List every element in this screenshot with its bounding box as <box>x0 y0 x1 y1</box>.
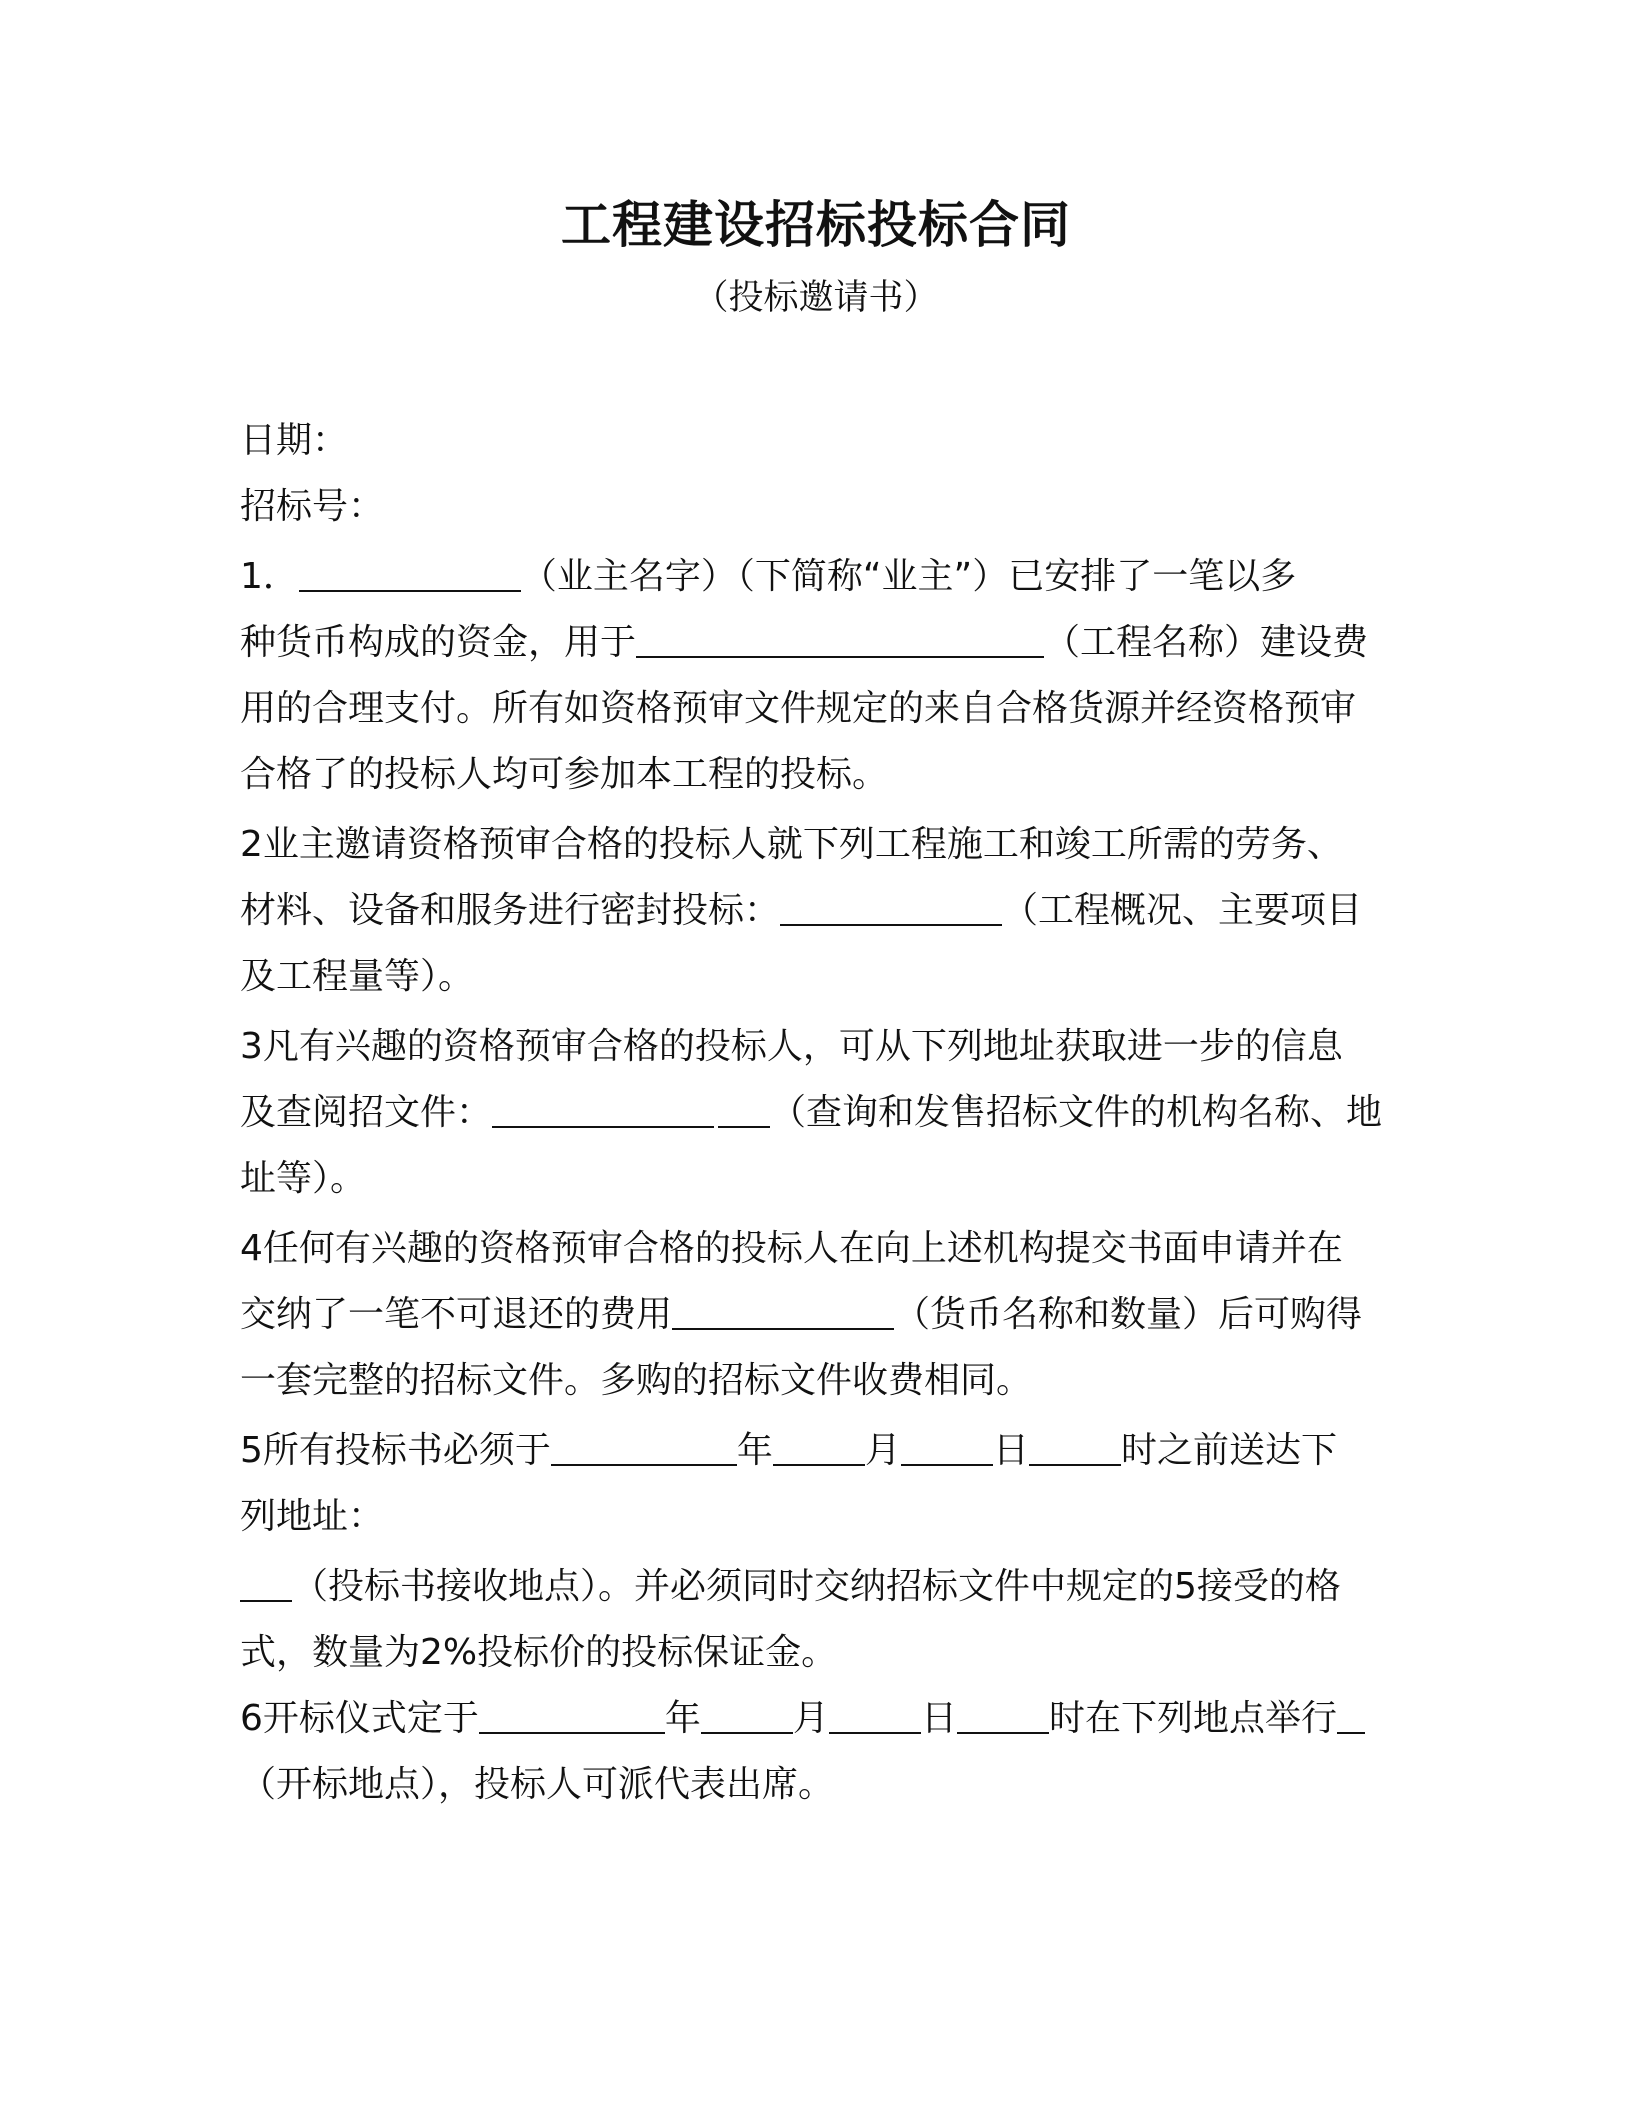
text: 址等）。 <box>240 1158 367 1199</box>
text: （业主名字）（下简称“业主”）已安排了一笔以多 <box>520 556 1297 597</box>
paragraph-1-line-1 <box>240 544 1380 610</box>
text: 种货币构成的资金，用于 <box>240 622 637 663</box>
paragraph-2-line-3 <box>240 944 1380 1010</box>
date-label: 日期： <box>240 420 349 461</box>
text: 月 <box>792 1698 829 1739</box>
text: 2业主邀请资格预审合格的投标人就下列工程施工和竣工所需的劳务、 <box>240 824 1343 865</box>
text: 1． <box>240 556 299 597</box>
paragraph-1-line-4 <box>240 742 1380 808</box>
paragraph-2-line-2 <box>240 878 1380 944</box>
paragraph-1-line-2 <box>240 610 1380 676</box>
opening-month-blank <box>701 1696 793 1734</box>
fee-blank <box>672 1292 894 1330</box>
text: 年 <box>664 1698 701 1739</box>
owner-name-blank <box>299 554 521 592</box>
paragraph-3-line-3 <box>240 1146 1380 1212</box>
text: 年 <box>736 1430 773 1471</box>
paragraph-4-line-1 <box>240 1216 1380 1282</box>
text: （货币名称和数量）后可购得 <box>894 1294 1363 1335</box>
text: 5所有投标书必须于 <box>240 1430 551 1471</box>
text: 材料、设备和服务进行密封投标： <box>240 890 781 931</box>
text: 及查阅招文件： <box>240 1092 493 1133</box>
project-overview-blank <box>780 888 1002 926</box>
text: 用的合理支付。所有如资格预审文件规定的来自合格货源并经资格预审 <box>240 688 1357 729</box>
text: （工程概况、主要项目 <box>1002 890 1363 931</box>
tender-no-line <box>240 474 1380 540</box>
paragraph-5-line-1 <box>240 1418 1380 1484</box>
inquiry-address-blank-2 <box>718 1090 770 1128</box>
submission-hour-blank <box>1029 1428 1121 1466</box>
text: 式，数量为2%投标价的投标保证金。 <box>240 1632 838 1673</box>
paragraph-6-line-1 <box>240 1686 1380 1752</box>
text: 时之前送达下 <box>1120 1430 1337 1471</box>
paragraph-5-line-2 <box>240 1484 1380 1550</box>
text: 6开标仪式定于 <box>240 1698 479 1739</box>
text: （查询和发售招标文件的机构名称、地 <box>770 1092 1383 1133</box>
text: （投标书接收地点）。并必须同时交纳招标文件中规定的5接受的格 <box>292 1566 1341 1607</box>
opening-location-blank <box>1337 1696 1365 1734</box>
paragraph-3-line-2 <box>240 1080 1383 1146</box>
paragraph-5-line-4 <box>240 1620 1380 1686</box>
text: 及工程量等）。 <box>240 956 475 997</box>
document-body <box>240 408 1383 1818</box>
paragraph-1-line-3 <box>240 676 1380 742</box>
text: 日 <box>992 1430 1029 1471</box>
text: 一套完整的招标文件。多购的招标文件收费相同。 <box>240 1360 1033 1401</box>
text: 3凡有兴趣的资格预审合格的投标人，可从下列地址获取进一步的信息 <box>240 1026 1343 1067</box>
inquiry-address-blank <box>492 1090 714 1128</box>
text: 日 <box>920 1698 957 1739</box>
receipt-location-blank <box>240 1564 292 1602</box>
paragraph-2-line-1 <box>240 812 1380 878</box>
paragraph-4-line-2 <box>240 1282 1380 1348</box>
text: 时在下列地点举行 <box>1048 1698 1337 1739</box>
submission-month-blank <box>773 1428 865 1466</box>
tender-no-label: 招标号： <box>240 486 385 527</box>
text: 4任何有兴趣的资格预审合格的投标人在向上述机构提交书面申请并在 <box>240 1228 1343 1269</box>
date-line <box>240 408 1380 474</box>
text: （开标地点），投标人可派代表出席。 <box>240 1764 835 1805</box>
text: 合格了的投标人均可参加本工程的投标。 <box>240 754 889 795</box>
document-subtitle: （投标邀请书） <box>693 278 939 318</box>
paragraph-6-line-2 <box>240 1752 1380 1818</box>
text: 交纳了一笔不可退还的费用 <box>240 1294 673 1335</box>
paragraph-5-line-3 <box>240 1554 1380 1620</box>
opening-hour-blank <box>957 1696 1049 1734</box>
document-title: 工程建设招标投标合同 <box>561 196 1071 254</box>
text: 列地址： <box>240 1496 385 1537</box>
text: 月 <box>864 1430 901 1471</box>
paragraph-3-line-1 <box>240 1014 1380 1080</box>
submission-year-blank <box>551 1428 737 1466</box>
opening-day-blank <box>829 1696 921 1734</box>
paragraph-4-line-3 <box>240 1348 1380 1414</box>
submission-day-blank <box>901 1428 993 1466</box>
project-name-blank <box>636 620 1044 658</box>
text: （工程名称）建设费 <box>1044 622 1369 663</box>
opening-year-blank <box>479 1696 665 1734</box>
